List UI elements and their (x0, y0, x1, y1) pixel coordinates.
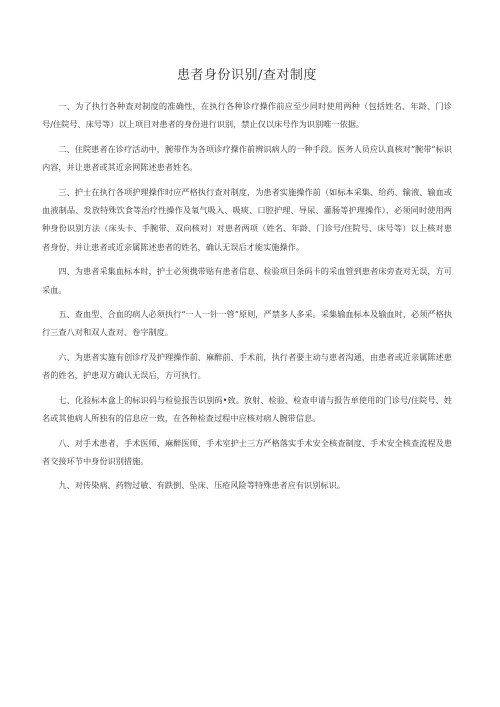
paragraph-8: 八、对手术患者，手术医师、麻醉医师、手术室护士三方严格落实手术安全核查制度、手术安全核查流程及患者交接环节中身份识别措施。 (42, 437, 452, 466)
paragraph-9: 九、对传染病、药物过敏、有跌倒、坠床、压疮风险等特殊患者应有识别标识。 (58, 480, 345, 491)
paragraph-2: 二、住院患者在诊疗活动中，腕带作为各项诊疗操作前辨识病人的一种手段。医务人员应认真核对“腕带”标识内容，并让患者或其近亲网陈述患者姓名。 (42, 143, 452, 173)
paragraph-5: 五、查血型、合血的病人必须执行“一人一针一管”原则，严禁多人多采。采集输血标本及输血时，必须严格执行三查八对和双人查对、卷字制度。 (42, 309, 452, 338)
paragraph-7: 七、化验标本盒上的标识码与检验报告识别码•致。放射、检验、检查申请与报告单使用的门诊号/住院号、姓名或其他病人所独有的信息应一致，在各种检查过程中应核对病人腕带信息。 (42, 394, 452, 424)
document-title: 患者身份识别/查对制度 (177, 68, 317, 83)
paragraph-6: 六、为患者实施有创诊疗及护理操作前、麻醉前、手术前，执行者要主动与患者沟通，由患者或近亲属陈述患者的姓名，护患双方确认无误后，方可执行。 (42, 351, 452, 381)
paragraph-4: 四、为患者采集血标本时，护士必须携带贴有患者信息、检验项目条码卡的采血管到患者床旁查对无误，方可采血。 (42, 266, 452, 295)
paragraph-1: 一、为了执行各种查对制度的准确性，在执行各种诊疗操作前应至少同时使用两种（包括姓名、年龄、门诊号/住院号、床号等）以上项目对患者的身份进行识别，禁止仅以床号作为识别唯一依据。 (42, 101, 452, 130)
paragraph-3: 三、护士在执行各项护理操作时应严格执行查对制度，为患者实施操作前（如标本采集、给药、输液、输血或血液制品、发放特殊饮食等治疗性操作及氧气吸入、吸痰、口腔护理、导尿、灌肠等护理操作），必须同时使用两种身份识别方法（床头卡、手腕带、双向核对）对患者两项（姓名、年龄、门诊号/住院号、床号等）以上核对患者身份，并让患者或近亲属陈述患者的姓名，确认无误后才能实施操作。 (42, 186, 452, 252)
